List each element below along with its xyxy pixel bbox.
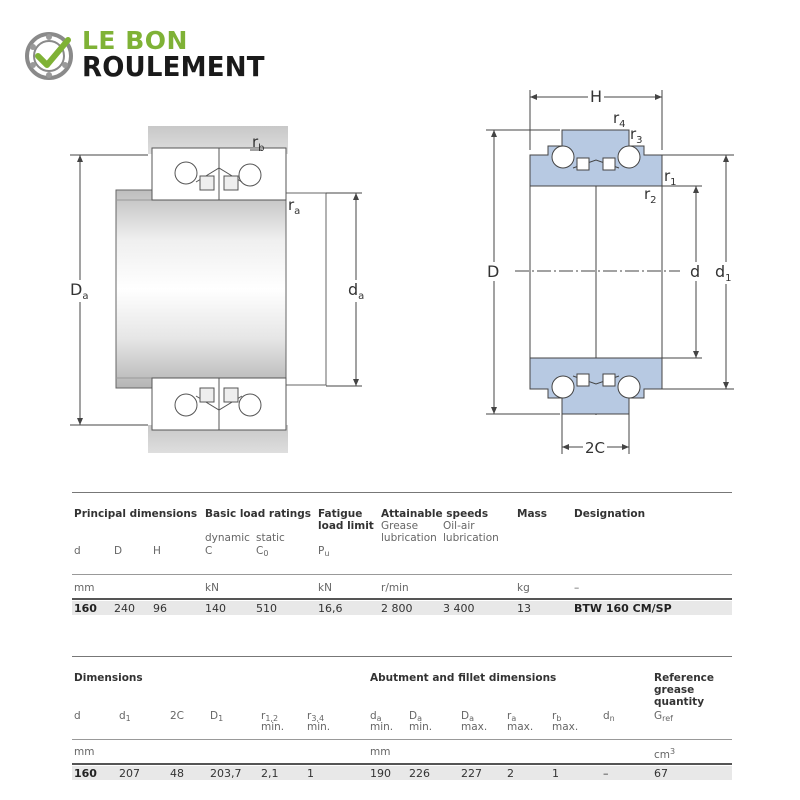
cell-grease-speed: 2 800 xyxy=(381,602,413,615)
header-dimensions: Dimensions xyxy=(74,672,143,684)
symbol-C0: $C_0$ xyxy=(256,545,269,558)
symbol2-dn: $d_n$ xyxy=(603,710,615,723)
symbol2-Da-min: $D_a$ xyxy=(409,710,422,723)
label-d: d xyxy=(690,262,701,281)
cell-designation: BTW 160 CM/SP xyxy=(574,602,672,615)
symbol2-r12-min: min. xyxy=(261,721,285,733)
header-grease: Grease xyxy=(381,520,419,532)
unit-rpm: r/min xyxy=(381,582,409,594)
table2-units-rule xyxy=(72,739,732,740)
table1-data-rule xyxy=(72,598,732,600)
symbol2-Da-max: $D_a$ xyxy=(461,710,474,723)
header-oil-lubrication: lubrication xyxy=(443,532,499,544)
cell-d: 160 xyxy=(74,602,97,615)
header-basic-load-ratings: Basic load ratings xyxy=(205,508,312,520)
cell2-rb: 1 xyxy=(552,767,559,780)
cell2-d1: 207 xyxy=(119,767,140,780)
label-Da: $D_a$ xyxy=(70,280,89,302)
header-dynamic: dynamic xyxy=(205,532,250,544)
cell-Pu: 16,6 xyxy=(318,602,343,615)
label-D: D xyxy=(487,262,500,281)
unit2-mm: mm xyxy=(74,746,95,758)
label-2C: 2C xyxy=(585,439,606,457)
symbol2-2C: 2C xyxy=(170,710,185,722)
unit2-cm3: $cm^3$ xyxy=(654,747,676,761)
cell2-D1: 203,7 xyxy=(210,767,242,780)
header-principal-dimensions: Principal dimensions xyxy=(74,508,198,520)
label-da: $d_a$ xyxy=(348,280,365,302)
brand-line-2: ROULEMENT xyxy=(82,50,265,83)
label-r3: $r_3$ xyxy=(630,125,643,146)
symbol2-d1: $d_1$ xyxy=(119,710,131,723)
cell2-r12: 2,1 xyxy=(261,767,279,780)
header-reference: Reference xyxy=(654,672,715,684)
header-load-limit: load limit xyxy=(318,520,374,532)
label-d1: $d_1$ xyxy=(715,262,732,284)
symbol-d: d xyxy=(74,545,81,557)
label-H: H xyxy=(590,87,603,106)
cell-mass: 13 xyxy=(517,602,531,615)
header-oil-air: Oil-air xyxy=(443,520,475,532)
header-mass: Mass xyxy=(517,508,548,520)
symbol2-ra: $r_a$ xyxy=(507,710,517,723)
cell-oil-speed: 3 400 xyxy=(443,602,475,615)
cell2-r34: 1 xyxy=(307,767,314,780)
symbol2-r12: $r_{1,2}$ xyxy=(261,710,279,723)
table2-data-rule xyxy=(72,763,732,765)
brand-line-1: LE BON xyxy=(82,26,188,55)
symbol-Pu: $P_u$ xyxy=(318,545,330,558)
cell-C0: 510 xyxy=(256,602,277,615)
symbol2-da: $d_a$ xyxy=(370,710,382,723)
unit-designation: – xyxy=(574,582,580,594)
cell2-2C: 48 xyxy=(170,767,184,780)
symbol2-rb: $r_b$ xyxy=(552,710,562,723)
label-ra: $r_a$ xyxy=(288,196,301,217)
table1-top-rule xyxy=(72,492,732,493)
mounting-arrangement xyxy=(70,126,365,453)
symbol2-Da-min-label: min. xyxy=(409,721,433,733)
header-static: static xyxy=(256,532,285,544)
header-grease-lubrication: lubrication xyxy=(381,532,437,544)
symbol2-r34-min: min. xyxy=(307,721,331,733)
label-r2: $r_2$ xyxy=(644,185,657,206)
cell2-d: 160 xyxy=(74,767,97,780)
symbol-C: C xyxy=(205,545,213,557)
symbol2-Gref: $G_{ref}$ xyxy=(654,710,673,723)
label-rb: $r_b$ xyxy=(252,133,265,154)
symbol2-ra-max: max. xyxy=(507,721,534,733)
header-attainable-speeds: Attainable speeds xyxy=(381,508,489,520)
header-abutment: Abutment and fillet dimensions xyxy=(370,672,557,684)
unit-kN-ratings: kN xyxy=(205,582,219,594)
cell-D: 240 xyxy=(114,602,135,615)
symbol2-rb-max: max. xyxy=(552,721,579,733)
unit-kN-fatigue: kN xyxy=(318,582,332,594)
symbol2-D1: $D_1$ xyxy=(210,710,224,723)
symbol2-Da-max-label: max. xyxy=(461,721,488,733)
header-quantity: quantity xyxy=(654,696,705,708)
symbol-H: H xyxy=(153,545,161,557)
unit-kg: kg xyxy=(517,582,530,594)
header-grease: grease xyxy=(654,684,695,696)
unit2-mm-abutment: mm xyxy=(370,746,391,758)
cell2-Gref: 67 xyxy=(654,767,668,780)
symbol2-r34: $r_{3,4}$ xyxy=(307,710,325,723)
cell2-Da-min: 226 xyxy=(409,767,430,780)
cell-C: 140 xyxy=(205,602,226,615)
header-fatigue: Fatigue xyxy=(318,508,363,520)
symbol-D: D xyxy=(114,545,123,557)
symbol2-da-min: min. xyxy=(370,721,394,733)
cell2-da: 190 xyxy=(370,767,391,780)
cell2-ra: 2 xyxy=(507,767,514,780)
cell-H: 96 xyxy=(153,602,167,615)
table1-units-rule xyxy=(72,574,732,575)
cell2-Da-max: 227 xyxy=(461,767,482,780)
table2-top-rule xyxy=(72,656,732,657)
cell2-dn: – xyxy=(603,767,609,780)
unit-mm: mm xyxy=(74,582,95,594)
label-r1: $r_1$ xyxy=(664,167,677,188)
header-designation: Designation xyxy=(574,508,646,520)
label-r4: $r_4$ xyxy=(613,109,626,130)
symbol2-d: d xyxy=(74,710,81,722)
